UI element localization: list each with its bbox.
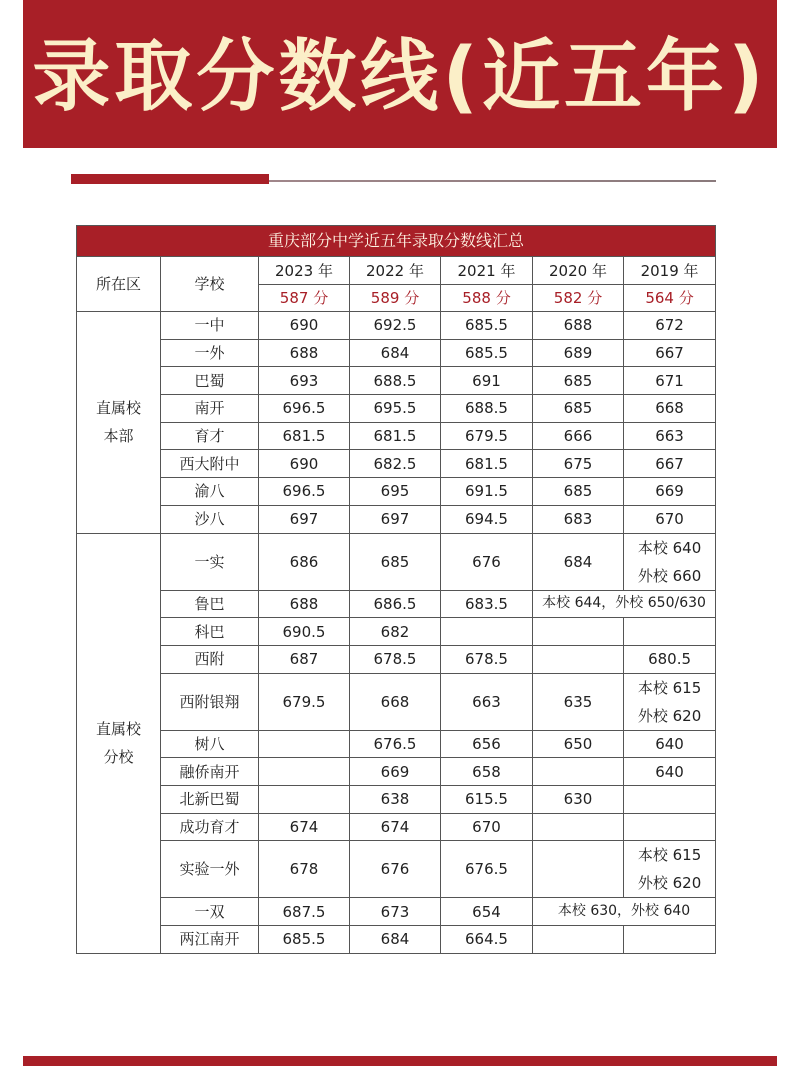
score-cell: 688 bbox=[259, 590, 350, 618]
score-cell: 671 bbox=[624, 367, 716, 395]
region-cell bbox=[77, 533, 161, 953]
score-cell: 688.5 bbox=[441, 395, 533, 423]
table-title-row bbox=[77, 226, 716, 257]
score-cell: 683 bbox=[533, 505, 624, 533]
score-cell: 697 bbox=[259, 505, 350, 533]
table-row bbox=[77, 813, 716, 841]
score-cell: 690 bbox=[259, 312, 350, 340]
table-row bbox=[77, 673, 716, 730]
score-cell: 687.5 bbox=[259, 898, 350, 926]
header-year-2019: 2019 年 bbox=[624, 257, 716, 285]
table-row bbox=[77, 533, 716, 590]
table-row bbox=[77, 478, 716, 506]
cutoff-2022: 589 分 bbox=[350, 285, 441, 312]
score-cell: 635 bbox=[533, 673, 624, 730]
score-cell: 690 bbox=[259, 450, 350, 478]
score-cell: 669 bbox=[624, 478, 716, 506]
score-cell: 684 bbox=[533, 533, 624, 590]
score-cell: 640 bbox=[624, 758, 716, 786]
score-cell-merged: 本校 630，外校 640 bbox=[533, 898, 716, 926]
score-cell: 676.5 bbox=[350, 730, 441, 758]
score-cell: 664.5 bbox=[441, 926, 533, 954]
score-main-campus: 本校 615 bbox=[637, 846, 702, 865]
score-cell: 656 bbox=[441, 730, 533, 758]
score-cell: 693 bbox=[259, 367, 350, 395]
score-main-campus: 本校 615 bbox=[637, 678, 702, 697]
score-cell bbox=[624, 785, 716, 813]
header-school: 学校 bbox=[161, 257, 259, 312]
admission-scores-table bbox=[76, 225, 716, 954]
score-cell: 679.5 bbox=[259, 673, 350, 730]
score-cell bbox=[624, 926, 716, 954]
footer-bar bbox=[23, 1056, 777, 1066]
score-cell: 685.5 bbox=[259, 926, 350, 954]
title-banner bbox=[23, 0, 777, 148]
table-row bbox=[77, 312, 716, 340]
school-name: 一外 bbox=[161, 339, 259, 367]
score-cell: 630 bbox=[533, 785, 624, 813]
score-cell: 680.5 bbox=[624, 645, 716, 673]
table-row bbox=[77, 422, 716, 450]
score-cell: 669 bbox=[350, 758, 441, 786]
school-name: 西附银翔 bbox=[161, 673, 259, 730]
table-title: 重庆部分中学近五年录取分数线汇总 bbox=[77, 226, 716, 257]
school-name: 成功育才 bbox=[161, 813, 259, 841]
score-main-campus: 本校 640 bbox=[637, 538, 702, 557]
school-name: 鲁巴 bbox=[161, 590, 259, 618]
score-cell: 640 bbox=[624, 730, 716, 758]
score-other-campus: 外校 620 bbox=[637, 874, 702, 893]
region-label-line1: 直属校 bbox=[95, 399, 141, 418]
table-row bbox=[77, 785, 716, 813]
score-cell: 685.5 bbox=[441, 312, 533, 340]
school-name: 育才 bbox=[161, 422, 259, 450]
header-year-2022: 2022 年 bbox=[350, 257, 441, 285]
header-row-years bbox=[77, 257, 716, 285]
score-cell bbox=[533, 813, 624, 841]
school-name: 一双 bbox=[161, 898, 259, 926]
score-cell: 615.5 bbox=[441, 785, 533, 813]
score-cell: 668 bbox=[350, 673, 441, 730]
score-cell: 691.5 bbox=[441, 478, 533, 506]
score-cell: 688.5 bbox=[350, 367, 441, 395]
table-row bbox=[77, 339, 716, 367]
table-row bbox=[77, 841, 716, 898]
header-year-2023: 2023 年 bbox=[259, 257, 350, 285]
score-cell: 696.5 bbox=[259, 478, 350, 506]
score-cell: 695 bbox=[350, 478, 441, 506]
region-label-line1: 直属校 bbox=[95, 720, 141, 739]
score-cell: 681.5 bbox=[350, 422, 441, 450]
header-year-2021: 2021 年 bbox=[441, 257, 533, 285]
score-cell bbox=[533, 758, 624, 786]
score-cell bbox=[533, 841, 624, 898]
school-name: 巴蜀 bbox=[161, 367, 259, 395]
score-cell: 676.5 bbox=[441, 841, 533, 898]
score-cell: 663 bbox=[624, 422, 716, 450]
score-cell: 670 bbox=[441, 813, 533, 841]
table-row bbox=[77, 758, 716, 786]
score-cell: 688 bbox=[533, 312, 624, 340]
score-cell: 692.5 bbox=[350, 312, 441, 340]
divider-line bbox=[269, 180, 716, 182]
score-cell: 666 bbox=[533, 422, 624, 450]
school-name: 西大附中 bbox=[161, 450, 259, 478]
score-cell: 676 bbox=[441, 533, 533, 590]
school-name: 西附 bbox=[161, 645, 259, 673]
score-cell: 696.5 bbox=[259, 395, 350, 423]
table-row bbox=[77, 367, 716, 395]
score-cell-merged: 本校 644，外校 650/630 bbox=[533, 590, 716, 618]
score-other-campus: 外校 620 bbox=[637, 706, 702, 725]
score-cell: 682 bbox=[350, 618, 441, 646]
school-name: 实验一外 bbox=[161, 841, 259, 898]
divider-accent bbox=[71, 174, 269, 184]
score-cell-split bbox=[624, 673, 716, 730]
score-cell: 678 bbox=[259, 841, 350, 898]
school-name: 科巴 bbox=[161, 618, 259, 646]
score-cell: 668 bbox=[624, 395, 716, 423]
school-name: 树八 bbox=[161, 730, 259, 758]
school-name: 融侨南开 bbox=[161, 758, 259, 786]
cutoff-2021: 588 分 bbox=[441, 285, 533, 312]
score-cell: 672 bbox=[624, 312, 716, 340]
score-cell bbox=[533, 618, 624, 646]
cutoff-2023: 587 分 bbox=[259, 285, 350, 312]
score-cell bbox=[441, 618, 533, 646]
school-name: 沙八 bbox=[161, 505, 259, 533]
score-cell: 695.5 bbox=[350, 395, 441, 423]
school-name: 两江南开 bbox=[161, 926, 259, 954]
score-cell: 685 bbox=[533, 367, 624, 395]
score-cell bbox=[259, 785, 350, 813]
table-row bbox=[77, 618, 716, 646]
region-label-line2: 分校 bbox=[103, 748, 134, 767]
table-row bbox=[77, 730, 716, 758]
score-cell: 685.5 bbox=[441, 339, 533, 367]
score-cell: 686.5 bbox=[350, 590, 441, 618]
score-cell: 694.5 bbox=[441, 505, 533, 533]
score-cell: 686 bbox=[259, 533, 350, 590]
score-cell: 682.5 bbox=[350, 450, 441, 478]
header-year-2020: 2020 年 bbox=[533, 257, 624, 285]
cutoff-2020: 582 分 bbox=[533, 285, 624, 312]
score-cell: 684 bbox=[350, 339, 441, 367]
score-cell: 697 bbox=[350, 505, 441, 533]
score-cell: 687 bbox=[259, 645, 350, 673]
score-cell: 679.5 bbox=[441, 422, 533, 450]
score-cell: 691 bbox=[441, 367, 533, 395]
score-cell: 681.5 bbox=[441, 450, 533, 478]
score-cell: 685 bbox=[350, 533, 441, 590]
score-cell bbox=[259, 730, 350, 758]
score-cell bbox=[624, 813, 716, 841]
table-row bbox=[77, 898, 716, 926]
score-cell: 670 bbox=[624, 505, 716, 533]
score-cell: 678.5 bbox=[441, 645, 533, 673]
score-cell: 667 bbox=[624, 339, 716, 367]
score-cell: 685 bbox=[533, 478, 624, 506]
table-row bbox=[77, 505, 716, 533]
school-name: 渝八 bbox=[161, 478, 259, 506]
score-cell: 658 bbox=[441, 758, 533, 786]
score-cell: 683.5 bbox=[441, 590, 533, 618]
page-title: 录取分数线(近五年) bbox=[32, 32, 768, 122]
region-label-line2: 本部 bbox=[103, 427, 134, 446]
score-cell: 689 bbox=[533, 339, 624, 367]
score-cell bbox=[259, 758, 350, 786]
score-cell bbox=[533, 926, 624, 954]
school-name: 一中 bbox=[161, 312, 259, 340]
score-cell-split bbox=[624, 533, 716, 590]
score-cell: 674 bbox=[259, 813, 350, 841]
score-cell: 690.5 bbox=[259, 618, 350, 646]
score-cell-split bbox=[624, 841, 716, 898]
score-cell: 675 bbox=[533, 450, 624, 478]
score-cell: 667 bbox=[624, 450, 716, 478]
cutoff-2019: 564 分 bbox=[624, 285, 716, 312]
region-cell bbox=[77, 312, 161, 534]
table-row bbox=[77, 450, 716, 478]
school-name: 南开 bbox=[161, 395, 259, 423]
score-cell bbox=[533, 645, 624, 673]
score-cell: 678.5 bbox=[350, 645, 441, 673]
score-cell: 685 bbox=[533, 395, 624, 423]
table-row bbox=[77, 645, 716, 673]
score-cell: 638 bbox=[350, 785, 441, 813]
table-row bbox=[77, 926, 716, 954]
score-cell: 663 bbox=[441, 673, 533, 730]
header-region: 所在区 bbox=[77, 257, 161, 312]
score-cell: 676 bbox=[350, 841, 441, 898]
score-cell bbox=[624, 618, 716, 646]
school-name: 北新巴蜀 bbox=[161, 785, 259, 813]
score-cell: 674 bbox=[350, 813, 441, 841]
score-cell: 684 bbox=[350, 926, 441, 954]
school-name: 一实 bbox=[161, 533, 259, 590]
score-cell: 673 bbox=[350, 898, 441, 926]
score-cell: 688 bbox=[259, 339, 350, 367]
score-cell: 654 bbox=[441, 898, 533, 926]
score-other-campus: 外校 660 bbox=[637, 566, 702, 585]
table-row bbox=[77, 395, 716, 423]
table-row bbox=[77, 590, 716, 618]
score-cell: 681.5 bbox=[259, 422, 350, 450]
score-cell: 650 bbox=[533, 730, 624, 758]
